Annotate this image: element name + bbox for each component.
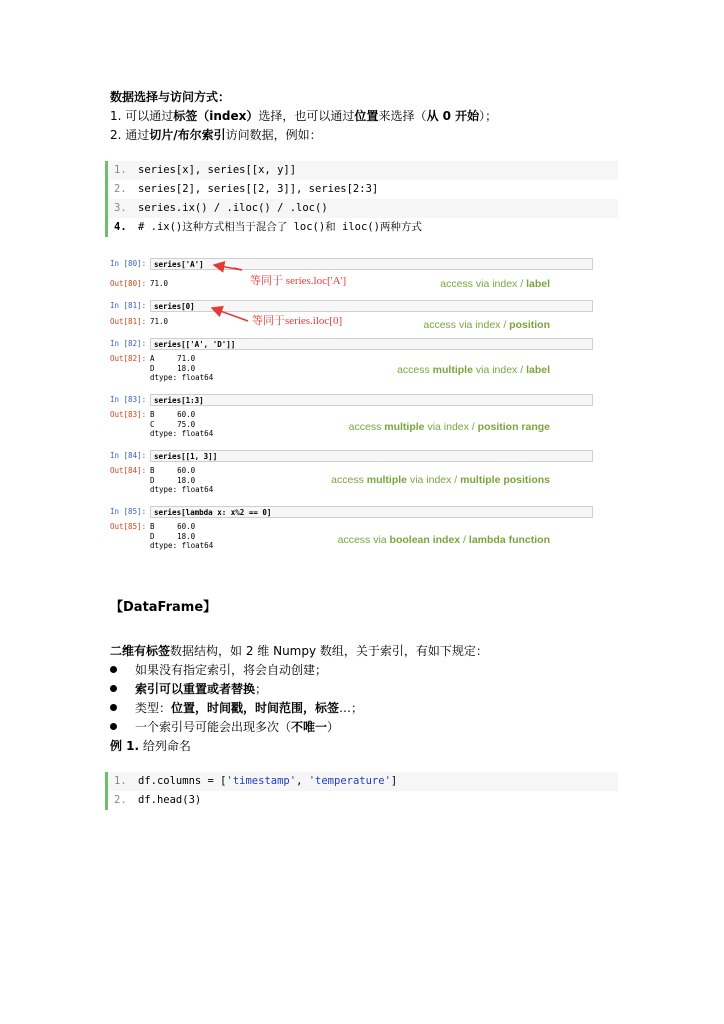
output: Out[81]: 71.0 <box>110 317 169 326</box>
example-label: 例 1. 给列命名 <box>110 739 191 753</box>
intro-line-2: 2. 通过切片/布尔索引访问数据，例如： <box>110 128 322 142</box>
section-heading: 数据选择与访问方式： <box>110 90 231 104</box>
input-line: In [84]: series[[1, 3]] <box>110 450 150 461</box>
output: Out[84]: B 60.0 D 18.0 dtype: float64 <box>110 466 214 494</box>
code-line: 1. series[x], series[[x, y]] <box>108 161 618 180</box>
output: Out[82]: A 71.0 D 18.0 dtype: float64 <box>110 354 214 382</box>
input-line: In [85]: series[lambda x: x%2 == 0] <box>110 506 150 517</box>
input-line: In [81]: series[0] <box>110 300 150 311</box>
output: Out[85]: B 60.0 D 18.0 dtype: float64 <box>110 522 214 550</box>
code-line: 1. df.columns = ['timestamp', 'temperature'] <box>108 772 618 791</box>
dataframe-intro: 二维有标签数据结构，如 2 维 Numpy 数组，关于索引，有如下规定： <box>110 644 488 658</box>
bullet-dot-icon <box>110 704 117 711</box>
code-line: 3. series.ix() / .iloc() / .loc() <box>108 199 618 218</box>
note-loc: 等同于 series.loc['A'] <box>250 275 347 287</box>
notebook-screenshot <box>110 258 610 558</box>
dataframe-title: 【DataFrame】 <box>110 600 217 615</box>
code-line: 4. # .ix()这种方式相当于混合了 loc()和 iloc()两种方式 <box>114 221 422 233</box>
bullet-dot-icon <box>110 685 117 692</box>
code-line: 2. series[2], series[[2, 3]], series[2:3] <box>114 183 379 195</box>
output: Out[83]: B 60.0 C 75.0 dtype: float64 <box>110 410 214 438</box>
code-block-dataframe <box>105 772 618 810</box>
bullet-item: 一个索引号可能会出现多次（不唯一） <box>110 718 339 736</box>
access-annotation: access multiple via index / multiple positions <box>331 474 550 486</box>
access-annotation: access via boolean index / lambda function <box>337 534 550 546</box>
bullet-item: 类型：位置，时间戳，时间范围，标签…； <box>110 699 363 717</box>
output: Out[80]: 71.0 <box>110 279 169 288</box>
intro-line-1: 1. 可以通过标签（index）选择，也可以通过位置来选择（从 0 开始）； <box>110 109 498 123</box>
bullet-item: 如果没有指定索引，将会自动创建； <box>110 661 327 679</box>
bullet-dot-icon <box>110 666 117 673</box>
red-arrows <box>110 258 610 338</box>
code-block-series <box>105 161 618 237</box>
arrow-2 <box>212 308 248 321</box>
input-line: In [82]: series[['A', 'D']] <box>110 338 150 349</box>
input-line: In [80]: series['A'] <box>110 258 150 269</box>
access-annotation: access multiple via index / label <box>397 364 550 376</box>
access-annotation: access via index / position <box>423 319 550 331</box>
code-line: 2. df.head(3) <box>114 794 202 806</box>
access-annotation: access multiple via index / position range <box>348 421 550 433</box>
bullet-item: 索引可以重置或者替换； <box>110 680 267 698</box>
input-line: In [83]: series[1:3] <box>110 394 150 405</box>
arrow-1 <box>214 265 242 270</box>
bullet-dot-icon <box>110 723 117 730</box>
note-iloc: 等同于series.iloc[0] <box>252 315 343 327</box>
access-annotation: access via index / label <box>440 278 550 290</box>
